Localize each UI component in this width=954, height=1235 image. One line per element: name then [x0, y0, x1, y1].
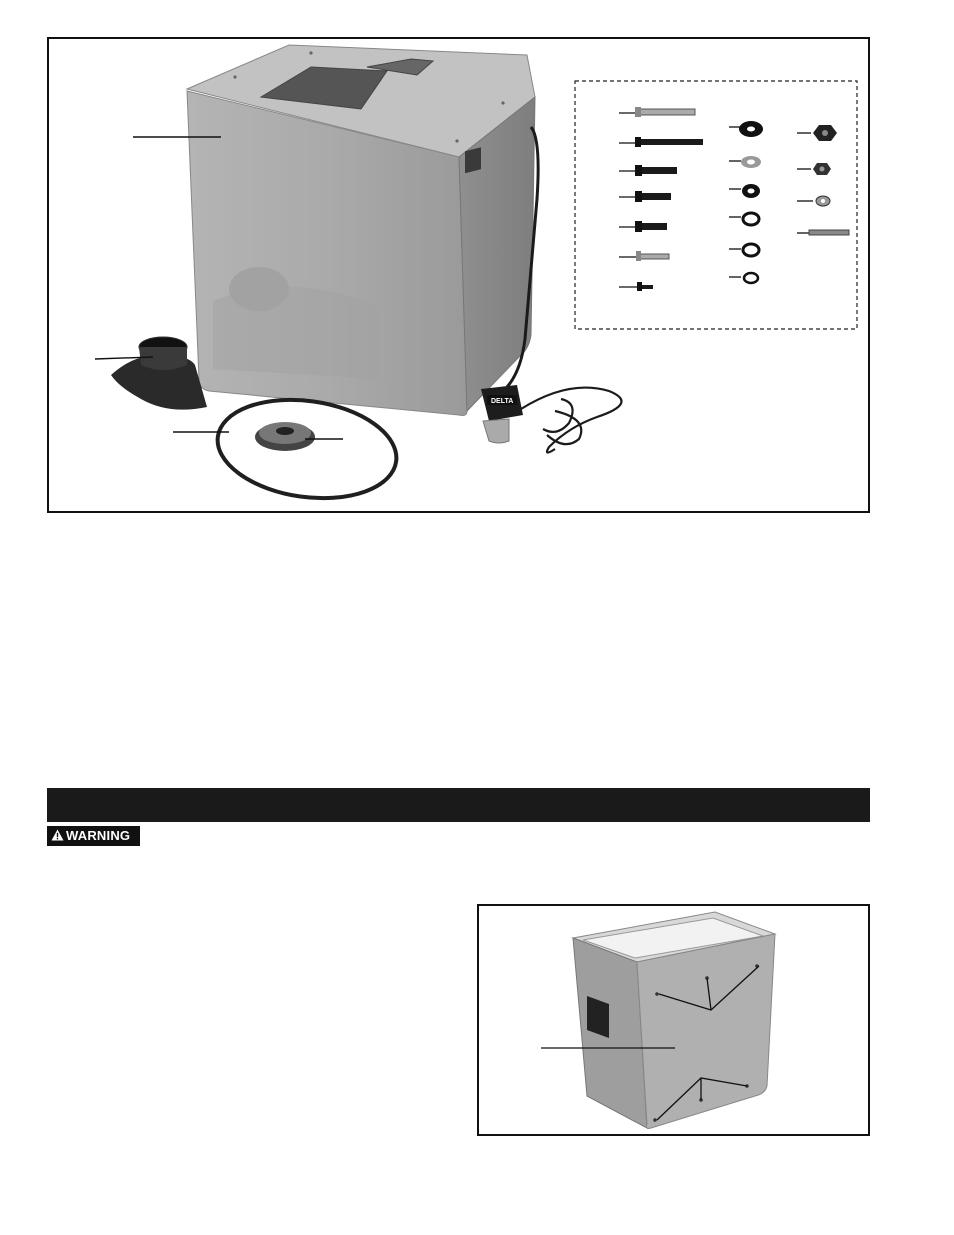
- parts-photo: [49, 39, 868, 511]
- washers: [729, 121, 763, 283]
- parts-figure: [47, 37, 870, 513]
- warning-badge: [47, 826, 140, 846]
- pulley: [255, 422, 315, 451]
- stand-figure: [477, 904, 870, 1136]
- switch-box: [481, 385, 622, 453]
- bolts: [619, 107, 703, 291]
- section-header-bar: [47, 788, 870, 822]
- stand-cabinet: [573, 912, 775, 1129]
- delta-badge: DELTA: [491, 398, 514, 405]
- warning-triangle-icon: [51, 829, 64, 841]
- hardware-inset: [575, 81, 857, 329]
- warning-label: WARNING: [66, 828, 131, 843]
- dust-chute: [111, 337, 207, 410]
- nuts-and-pin: [797, 125, 849, 235]
- cabinet: [187, 45, 535, 416]
- stand-photo: [479, 906, 868, 1134]
